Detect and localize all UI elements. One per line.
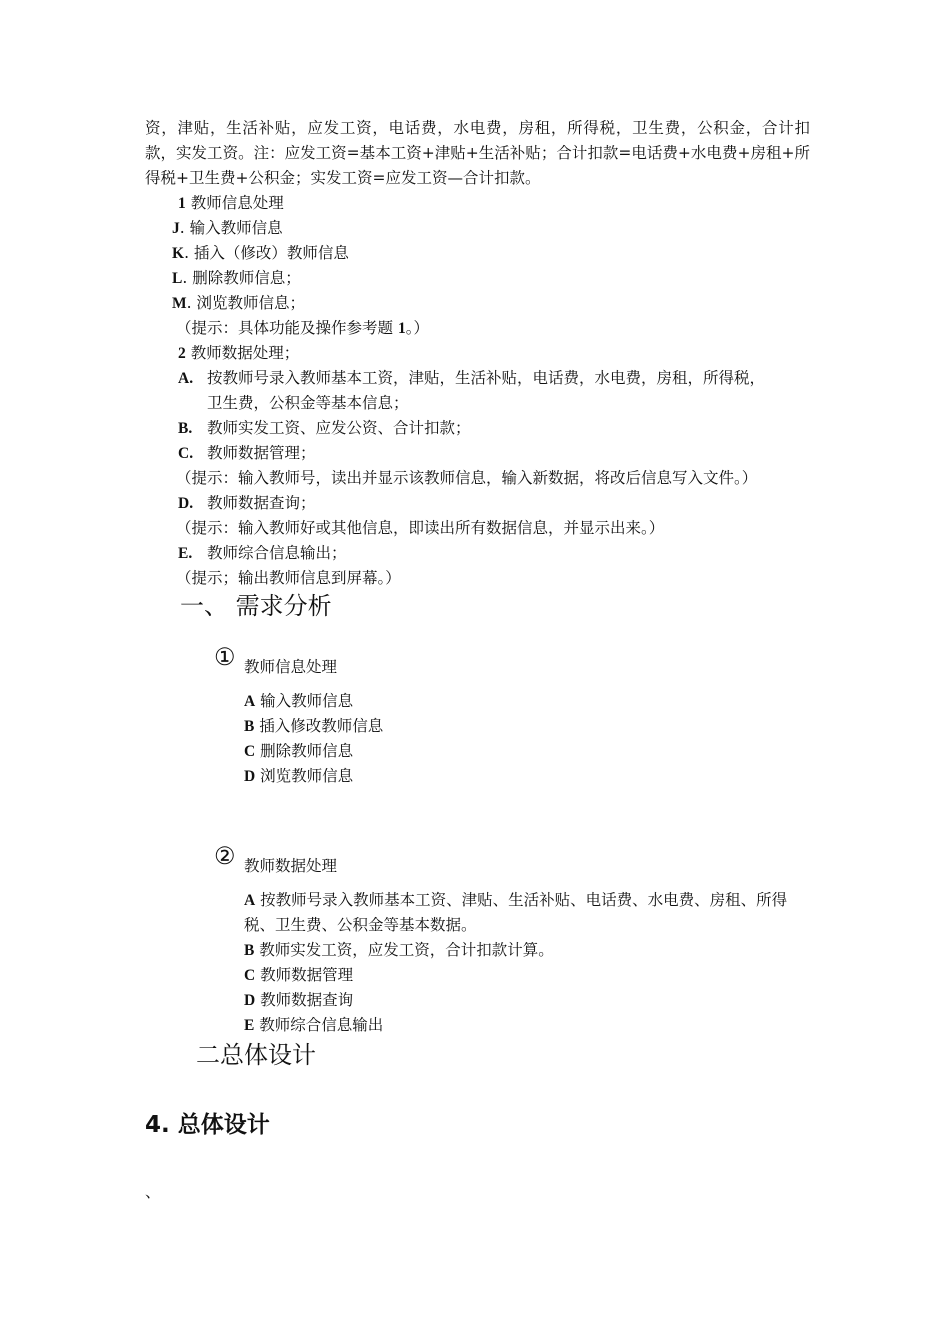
section1-heading — [178, 191, 284, 216]
design-heading: 二总体设计 — [196, 1041, 316, 1069]
item-mark: A. — [178, 370, 194, 387]
item-mark: C. — [178, 445, 194, 462]
section2-item-e-text: 教师综合信息输出； — [207, 544, 347, 562]
section2-item-c-text: 教师数据管理； — [207, 444, 316, 462]
item-mark: E — [244, 1017, 255, 1034]
item-mark: B — [244, 718, 255, 735]
section1-hint — [176, 316, 429, 341]
item-text: 教师数据管理 — [260, 966, 354, 984]
item-text: . 输入教师信息 — [179, 219, 283, 237]
analysis-p1-title: 教师信息处理 — [244, 658, 338, 676]
circled-number-2: ② — [214, 842, 236, 870]
analysis-p1-item-c — [244, 739, 353, 764]
item-mark: E. — [178, 545, 193, 562]
analysis-p1-item-b — [244, 714, 383, 739]
item-text: 按教师号录入教师基本工资、津贴、生活补贴、电话费、水电费、房租、所得税、卫生费、公积金等基本数据。 — [244, 891, 788, 934]
item-mark: C — [244, 967, 256, 984]
item-mark: B — [244, 942, 255, 959]
analysis-p1-item-d — [244, 764, 353, 789]
analysis-p2-item-c — [244, 963, 353, 988]
section2-title: 教师数据处理； — [190, 344, 300, 362]
item-text: . 删除教师信息； — [182, 269, 301, 287]
item-text: 输入教师信息 — [260, 692, 354, 710]
item-text: 教师数据查询 — [260, 991, 354, 1009]
subheading-title: 总体设计 — [177, 1112, 270, 1138]
item-text: . 插入（修改）教师信息 — [184, 244, 349, 262]
hint-text: （提示：具体功能及操作参考题 — [176, 319, 394, 337]
analysis-p2-item-b — [244, 938, 554, 963]
item-mark: D — [244, 768, 256, 785]
analysis-p2-item-d — [244, 988, 353, 1013]
item-text: . 浏览教师信息； — [186, 294, 305, 312]
circled-number-1: ① — [214, 643, 236, 671]
item-mark: A — [244, 693, 256, 710]
section2-heading — [178, 341, 299, 366]
section2-item-d-text: 教师数据查询； — [207, 494, 316, 512]
section1-item-k — [172, 241, 349, 266]
section1-number: 1 — [178, 195, 186, 212]
item-text: 删除教师信息 — [260, 742, 354, 760]
analysis-p2-item-e — [244, 1013, 383, 1038]
item-mark: D. — [178, 495, 194, 512]
analysis-p2-item-a — [244, 888, 810, 938]
section2-item-d — [178, 491, 193, 516]
item-text: 插入修改教师信息 — [259, 717, 384, 735]
item-mark: L — [172, 270, 183, 287]
item-text: 教师综合信息输出 — [259, 1016, 384, 1034]
item-mark: M — [172, 295, 187, 312]
intro-paragraph: 资，津贴，生活补贴，应发工资，电话费，水电费，房租，所得税，卫生费，公积金，合计扣款，实发工资。注：应发工资=基本工资+津贴+生活补贴；合计扣款=电话费+水电费+房租+所得税+卫生费+公积金；实发工资=应发工资—合计扣款。 — [145, 119, 810, 187]
item-text: 浏览教师信息 — [260, 767, 354, 785]
hint-text-end: 。） — [405, 319, 429, 337]
section2-number: 2 — [178, 345, 186, 362]
analysis-heading: 一、 需求分析 — [180, 592, 332, 620]
section2-item-b — [178, 416, 192, 441]
section1-item-l — [172, 266, 301, 291]
analysis-p2-title: 教师数据处理 — [244, 857, 338, 875]
item-mark: B. — [178, 420, 193, 437]
trailing-mark: 、 — [145, 1183, 161, 1201]
section2-item-e — [178, 541, 192, 566]
item-mark: K — [172, 245, 185, 262]
section2-item-c-hint: （提示：输入教师号，读出并显示该教师信息，输入新数据，将改后信息写入文件。） — [176, 469, 758, 487]
section2-item-a — [178, 366, 193, 391]
analysis-p1-item-a — [244, 689, 353, 714]
section2-item-c — [178, 441, 193, 466]
hint-number: 1 — [397, 320, 406, 337]
section2-item-a-line2: 卫生费，公积金等基本信息； — [207, 394, 409, 412]
item-mark: A — [244, 892, 256, 909]
section1-item-j — [172, 216, 283, 241]
section2-item-a-line1: 按教师号录入教师基本工资，津贴，生活补贴，电话费，水电费，房租，所得税， — [207, 369, 766, 387]
item-mark: J — [172, 220, 180, 237]
section1-item-m — [172, 291, 305, 316]
item-mark: D — [244, 992, 256, 1009]
section2-item-d-hint: （提示：输入教师好或其他信息，即读出所有数据信息，并显示出来。） — [176, 519, 665, 537]
subheading-number: 4. — [145, 1112, 170, 1138]
section2-item-b-text: 教师实发工资、应发公资、合计扣款； — [207, 419, 471, 437]
section2-item-e-hint: （提示；输出教师信息到屏幕。） — [176, 569, 401, 587]
item-mark: C — [244, 743, 256, 760]
design-subheading — [145, 1110, 270, 1140]
section1-title: 教师信息处理 — [190, 194, 284, 212]
item-text: 教师实发工资，应发工资，合计扣款计算。 — [259, 941, 554, 959]
